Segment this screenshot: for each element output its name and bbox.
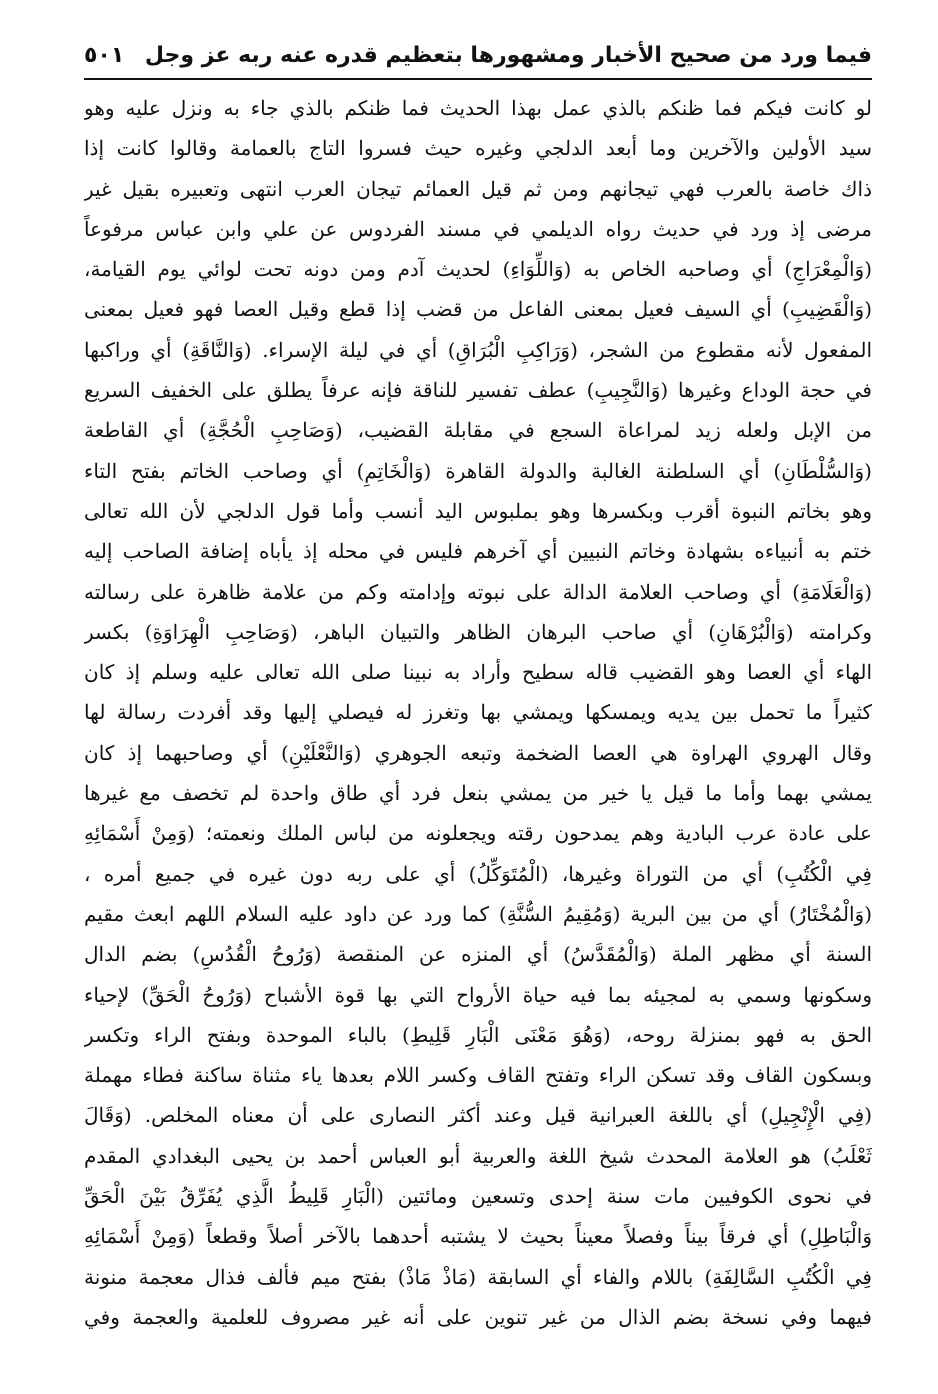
text-line: وبسكون القاف وقد تسكن الراء وتفتح القاف وكسر اللام بعدها ياء مثناة ساكنة فطاء مهملة: [84, 1063, 872, 1088]
text-line: ختم به أنبياءه بشهادة وخاتم النبيين أي آخرهم فليس في محله إذ يأباه إضافة الصاحب إليه: [84, 539, 872, 564]
text-line: المفعول لأنه مقطوع من الشجر، (وَرَاكِبِ الْبُرَاقِ) أي في ليلة الإسراء. (وَالنَّاقَةِ) أي وراكبها: [84, 337, 872, 362]
text-line: فِي الْكُتُبِ السَّالِفَةِ) باللام والفاء أي السابقة (مَاذْ مَاذْ) بفتح ميم فألف فذال معجمة منونة: [84, 1264, 872, 1289]
text-line: كثيراً ما تحمل بين يديه ويمسكها ويمشي بها وتغرز له فيصلي إليها وقد أفردت رسالة لها: [84, 700, 872, 725]
text-line: لو كانت فيكم فما ظنكم بالذي عمل بهذا الحديث فما ظنكم بالذي جاء به ونزل عليه وهو: [84, 96, 872, 120]
text-line: (وَالْعَلَامَةِ) أي وصاحب العلامة الدالة على نبوته وإدامته وكم من علامة ظاهرة على رسالته: [84, 579, 872, 604]
text-line: وَالْبَاطِلِ) أي فرقاً بيناً وفصلاً معيناً بحيث لا يشتبه أحدهما بالآخر أصلاً وقطعاً (وَمِنْ أَسْمَائِهِ: [84, 1224, 872, 1249]
text-line: فيهما وفي نسخة بضم الذال من غير تنوين على أنه غير مصروف للعلمية والعجمة وفي: [84, 1304, 872, 1329]
text-line: من الإبل ولعله زيد لمراعاة السجع في مقابلة القضيب، (وَصَاحِبِ الْحُجَّةِ) أي القاطعة: [84, 418, 872, 443]
running-title: فيما ورد من صحيح الأخبار ومشهورها بتعظيم قدره عنه ربه عز وجل: [144, 43, 872, 68]
text-line: وكرامته (وَالْبُرْهَانِ) أي صاحب البرهان الظاهر والتبيان الباهر، (وَصَاحِبِ الْهِرَاوَةِ) بكسر: [84, 619, 872, 644]
header-divider: [84, 78, 872, 80]
text-line: في نحوى الكوفيين مات سنة إحدى وتسعين ومائتين (الْبَارِ قَلِيطُ الَّذِي يُفَرِّقُ بَيْنَ الْحَقِّ: [84, 1184, 872, 1209]
text-line: الحق به فهو بمنزلة روحه، (وَهُوَ مَعْنَى الْبَارِ قَلِيطِ) بالباء الموحدة وبفتح الراء وتكسر: [84, 1022, 872, 1047]
text-line: وسكونها وسمي به لمجيئه بما فيه حياة الأرواح التي بها قوة الأشباح (وَرُوحُ الْحَقِّ) لإحياء: [84, 982, 872, 1007]
text-line: (وَالْمِعْرَاجِ) أي وصاحبه الخاص به (وَاللِّوَاءِ) لحديث آدم ومن دونه تحت لوائي يوم القيامة،: [84, 257, 872, 282]
text-line: ثَعْلَبُ) هو العلامة المحدث شيخ اللغة والعربية أبو العباس أحمد بن يحيى البغدادي المقدم: [84, 1143, 872, 1168]
page-header: [84, 28, 872, 68]
page-number: ٥٠١: [84, 43, 125, 68]
text-line: على عادة عرب البادية وهم يمدحون رقته ويجعلونه من لباس الملك ونعمته؛ (وَمِنْ أَسْمَائِهِ: [84, 821, 872, 846]
body-text: [84, 88, 872, 1337]
text-line: (وَالْقَضِيبِ) أي السيف فعيل بمعنى الفاعل من قضب إذا قطع وقيل العصا فهو فعيل بمعنى: [84, 297, 872, 322]
text-line: في حجة الوداع وغيرها (وَالنَّجِيبِ) عطف تفسير للناقة فإنه عرفاً يطلق على الخفيف السريع: [84, 378, 872, 403]
text-line: (وَالسُّلْطَانِ) أي السلطنة الغالبة والدولة القاهرة (وَالْخَاتِمِ) أي وصاحب الخاتم بفتح التاء: [84, 458, 872, 483]
text-line: وهو بخاتم النبوة أقرب وبكسرها وهو بملبوس اليد أنسب وأما قول الدلجي لأن الله تعالى: [84, 498, 872, 523]
text-line: ذاك خاصة بالعرب فهي تيجانهم ومن ثم قيل العمائم تيجان العرب انتهى وتعبيره بقيل غير: [84, 176, 872, 201]
text-line: (فِي الْإِنْجِيلِ) أي باللغة العبرانية قيل وعند أكثر النصارى على أن معناه المخلص. (وَقَالَ: [84, 1103, 872, 1128]
text-line: السنة أي مظهر الملة (وَالْمُقَدَّسُ) أي المنزه عن المنقصة (وَرُوحُ الْقُدُسِ) بضم الدال: [84, 942, 872, 967]
text-line: (وَالْمُخْتَارُ) أي من بين البرية (وَمُقِيمُ السُّنَّةِ) كما ورد عن داود عليه السلام اللهم ابعث مقيم: [84, 901, 872, 926]
text-line: فِي الْكُتُبِ) أي من التوراة وغيرها، (الْمُتَوَكِّلُ) أي على ربه دون غيره في جميع أمره ،: [84, 861, 872, 886]
text-line: مرضى إذ ورد في حديث رواه الديلمي في مسند الفردوس عن علي وابن عباس مرفوعاً: [84, 216, 872, 241]
text-line: الهاء أي العصا وهو القضيب قاله سطيح وأراد به نبينا صلى الله تعالى عليه وسلم إذ كان: [84, 660, 872, 685]
text-line: يمشي بهما وأما ما قيل يا خير من يمشي بنعل فرد أي طاق واحدة لم تخصف مع غيرها: [84, 781, 872, 806]
text-line: وقال الهروي الهراوة هي العصا الضخمة وتبعه الجوهري (وَالنَّعْلَيْنِ) أي وصاحبهما إذ كان: [84, 740, 872, 765]
text-line: سيد الأولين والآخرين وما أبعد الدلجي وغيره حيث فسروا التاج بالعمامة وقالوا كانت إذا: [84, 136, 872, 161]
